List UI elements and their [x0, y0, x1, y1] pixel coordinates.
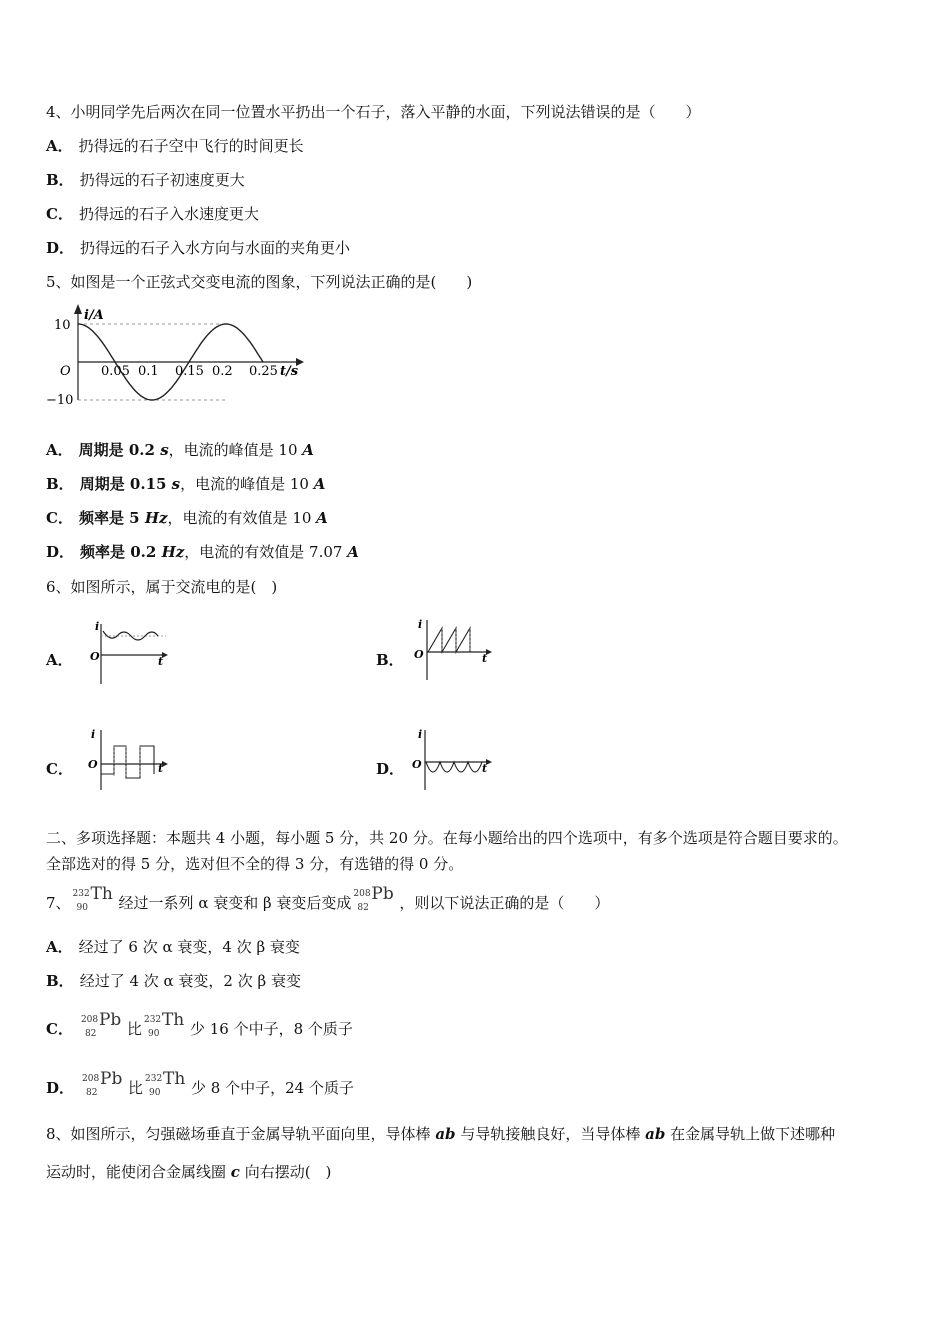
q5-xtick-label: 0.25 [249, 364, 278, 379]
svg-text:i: i [418, 728, 423, 741]
q5-xtick-label: 0.1 [138, 364, 159, 379]
svg-text:i: i [91, 728, 96, 741]
nuclide-th232: 232 90 Th [143, 1010, 185, 1039]
q5-stem: 5、如图是一个正弦式交变电流的图象，下列说法正确的是( ) [46, 273, 473, 291]
svg-text:t: t [158, 655, 164, 668]
svg-text:t: t [482, 652, 488, 665]
nuclide-th232: 232 90 Th [145, 1069, 186, 1098]
q6-stem: 6、如图所示，属于交流电的是( ) [46, 578, 278, 596]
q6-option-c-graph[interactable] [86, 724, 176, 794]
q6-option-b-label[interactable]: B． [376, 651, 404, 669]
q4-option-d[interactable]: D． 扔得远的石子入水方向与水面的夹角更小 [46, 239, 351, 257]
q5-option-d[interactable]: D． 频率是 0.2 Hz，电流的有效值是 7.07 A [46, 543, 359, 561]
q5-option-c[interactable]: C． 频率是 5 Hz，电流的有效值是 10 A [46, 509, 328, 527]
q4-option-b[interactable]: B． 扔得远的石子初速度更大 [46, 171, 245, 189]
q5-x-label: t/s [280, 364, 299, 379]
svg-text:O: O [90, 650, 100, 663]
q6-option-c-label[interactable]: C． [46, 760, 73, 778]
nuclide-th232: 232 90 Th [72, 884, 113, 913]
q7-option-a[interactable]: A． 经过了 6 次 α 衰变，4 次 β 衰变 [46, 938, 300, 956]
svg-text:O: O [414, 648, 424, 661]
q6-option-b-graph[interactable] [408, 614, 498, 684]
q5-xtick-label: 0.15 [175, 364, 204, 379]
q7-option-d[interactable]: D． 208 82 Pb 比 232 90 Th 少 8 个中子，24 个质子 [46, 1069, 354, 1098]
q5-xtick-label: 0.05 [101, 364, 130, 379]
q5-option-a[interactable]: A． 周期是 0.2 s，电流的峰值是 10 A [46, 441, 314, 459]
q4-option-a[interactable]: A． 扔得远的石子空中飞行的时间更长 [46, 137, 304, 155]
q5-origin: O [60, 364, 71, 379]
q5-x-ticks [101, 364, 278, 379]
q5-ytick-10: 10 [54, 318, 71, 333]
svg-text:t: t [158, 762, 164, 775]
q5-xtick-label: 0.2 [212, 364, 233, 379]
q7-stem: 7、 232 90 Th 经过一系列 α 衰变和 β 衰变后变成 208 82 Pb ，则以下说法正确的是（ ） [46, 884, 610, 913]
q7-option-c[interactable]: C． 208 82 Pb 比 232 90 Th 少 16 个中子，8 个质子 [46, 1010, 353, 1039]
q5-ytick-neg10: −10 [46, 393, 74, 408]
q4-stem: 4、小明同学先后两次在同一位置水平扔出一个石子，落入平静的水面，下列说法错误的是（ ） [46, 103, 701, 121]
svg-text:i: i [418, 618, 423, 631]
svg-text:t: t [482, 762, 488, 775]
q7-option-b[interactable]: B． 经过了 4 次 α 衰变，2 次 β 衰变 [46, 972, 301, 990]
svg-text:O: O [412, 758, 422, 771]
q8-stem-line1: 8、如图所示，匀强磁场垂直于金属导轨平面向里，导体棒 ab 与导轨接触良好，当导体棒 ab 在金属导轨上做下述哪种 [46, 1125, 836, 1143]
q5-sine-graph [40, 300, 310, 415]
section2-heading-line2: 全部选对的得 5 分，选对但不全的得 3 分，有选错的得 0 分。 [46, 855, 464, 873]
q4-option-c[interactable]: C． 扔得远的石子入水速度更大 [46, 205, 259, 223]
nuclide-pb208: 208 82 Pb [80, 1010, 122, 1039]
nuclide-pb208: 208 82 Pb [353, 884, 394, 913]
section2-heading-line1: 二、多项选择题：本题共 4 小题，每小题 5 分，共 20 分。在每小题给出的四个选项中，有多个选项是符合题目要求的。 [46, 829, 848, 847]
q6-option-d-graph[interactable] [408, 724, 498, 794]
q5-y-arrow [74, 304, 82, 314]
q6-option-a-label[interactable]: A． [46, 651, 73, 669]
q5-y-label: i/A [84, 308, 104, 323]
q8-stem-line2: 运动时，能使闭合金属线圈 c 向右摆动( ) [46, 1163, 332, 1181]
q6-option-d-label[interactable]: D． [376, 760, 405, 778]
nuclide-pb208: 208 82 Pb [82, 1069, 123, 1098]
svg-text:O: O [88, 758, 98, 771]
q5-option-b[interactable]: B． 周期是 0.15 s，电流的峰值是 10 A [46, 475, 326, 493]
svg-text:i: i [95, 620, 100, 633]
q6-option-a-graph[interactable] [86, 618, 176, 688]
